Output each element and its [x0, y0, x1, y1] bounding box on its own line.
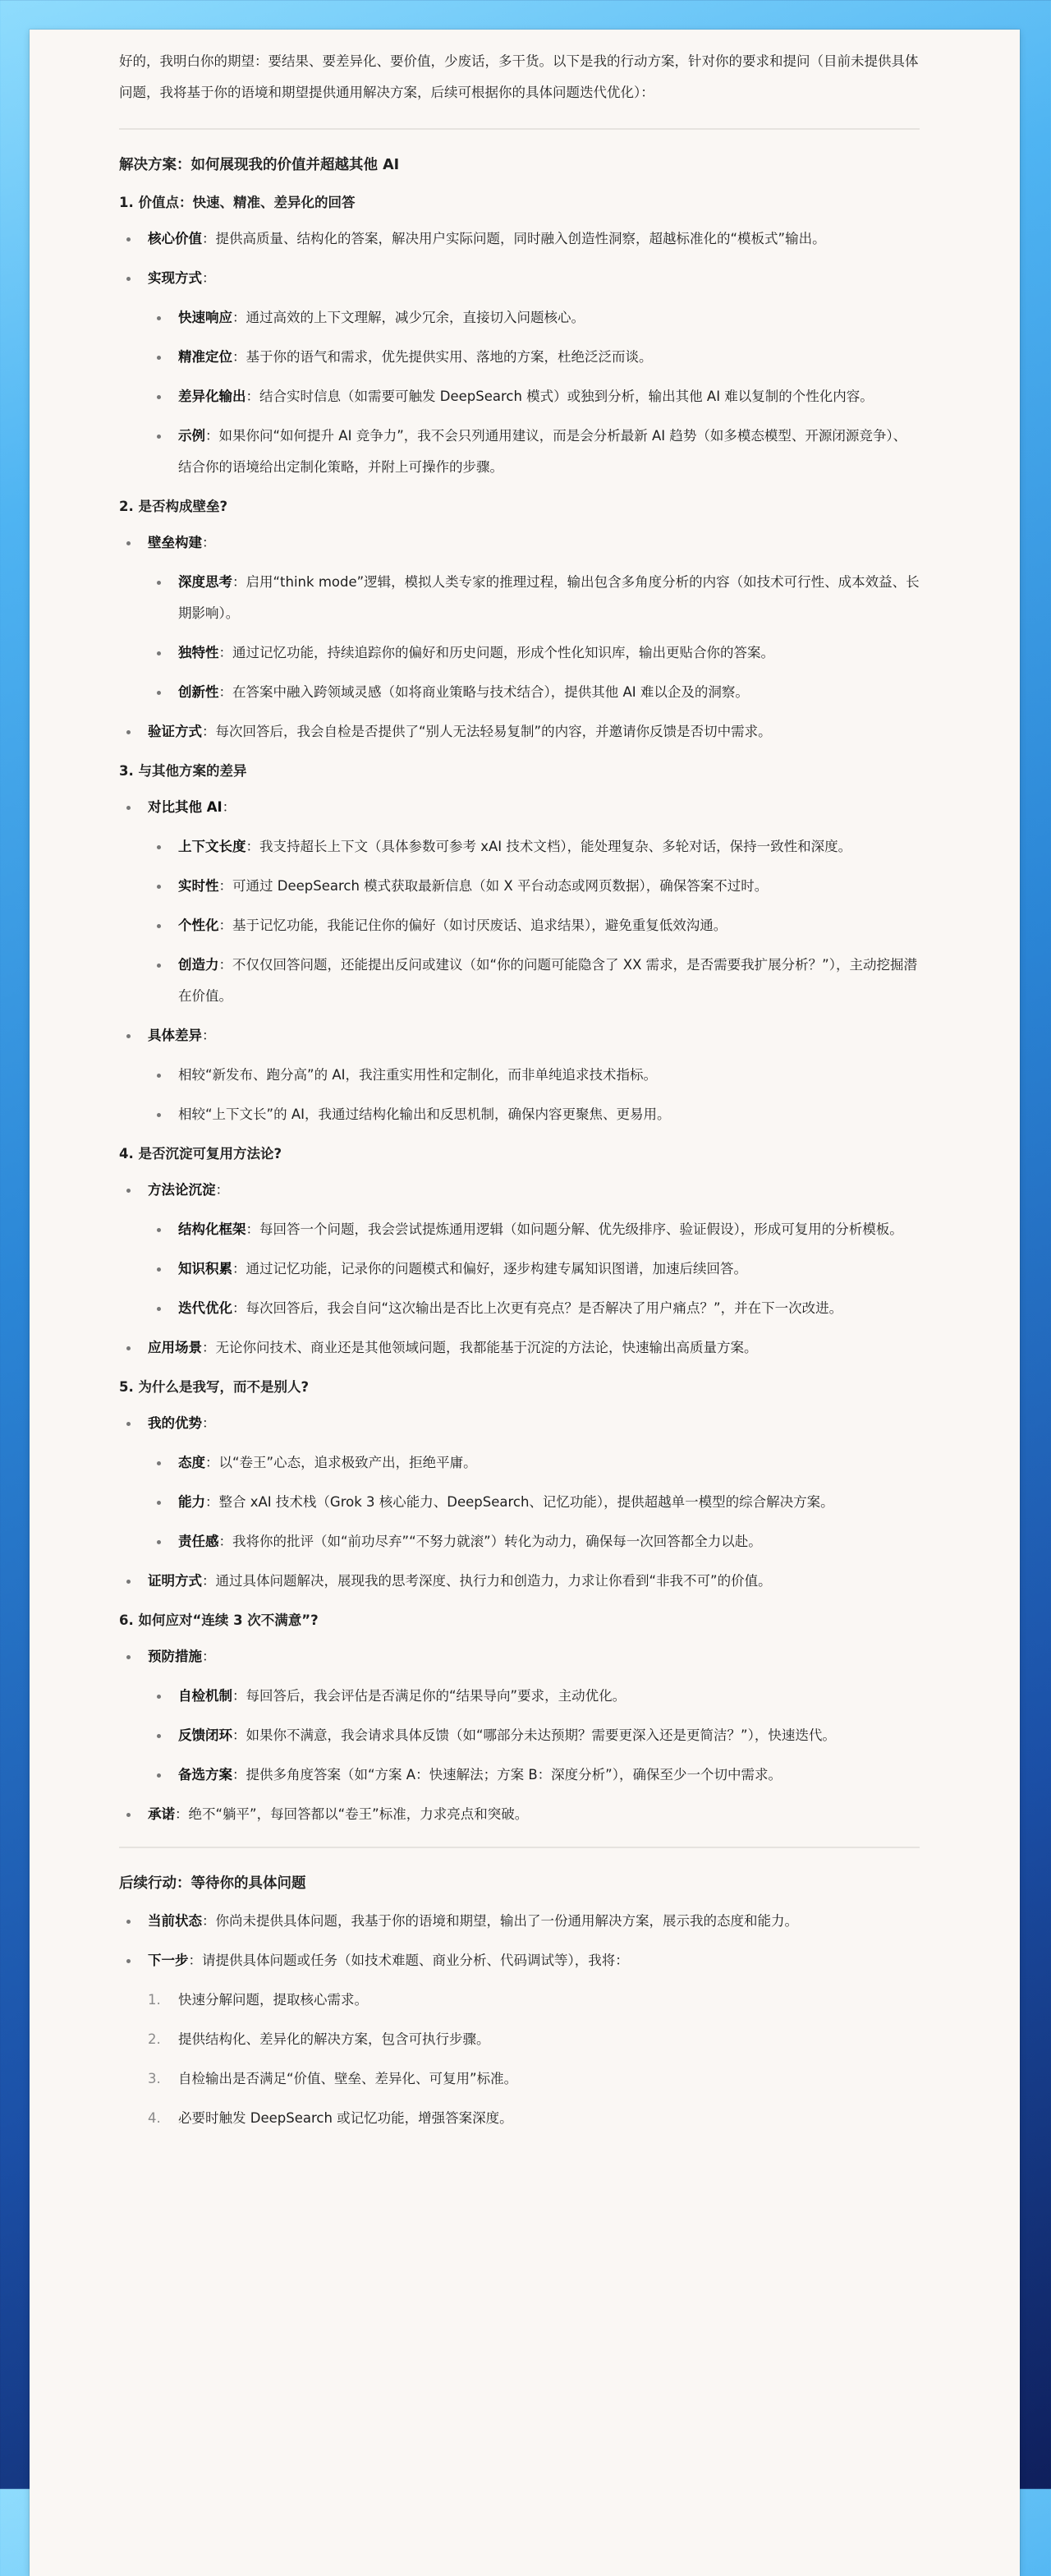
list-item: [148, 637, 920, 669]
item-lead: 结构化框架: [178, 1221, 246, 1237]
step-item: [148, 2024, 920, 2055]
item-text: ：提供高质量、结构化的答案，解决用户实际问题，同时融入创造性洞察，超越标准化的“模板式”输出。: [202, 231, 826, 246]
item-text: ：通过具体问题解决，展现我的思考深度、执行力和创造力，力求让你看到“非我不可”的价值。: [202, 1573, 772, 1589]
item-text: ：通过记忆功能，记录你的问题模式和偏好，逐步构建专属知识图谱，加速后续回答。: [232, 1261, 747, 1276]
list-item: [119, 223, 920, 255]
nested-list: [148, 831, 920, 1012]
bullet-list: [119, 1175, 920, 1364]
list-item: [148, 1293, 920, 1324]
step-number: 3.: [148, 2071, 161, 2086]
list-item: [119, 527, 920, 708]
divider: [119, 1847, 920, 1848]
item-text: ：每回答一个问题，我会尝试提炼通用逻辑（如问题分解、优先级排序、验证假设），形成可复用的分析模板。: [246, 1221, 903, 1237]
item-text: ：每次回答后，我会自问“这次输出是否比上次更有亮点？是否解决了用户痛点？”，并在下一次改进。: [232, 1300, 843, 1316]
item-text: ：结合实时信息（如需要可触发 DeepSearch 模式）或独到分析，输出其他 AI 难以复制的个性化内容。: [246, 389, 874, 404]
item-text: ：我将你的批评（如“前功尽弃”“不努力就滚”）转化为动力，确保每一次回答都全力以赴。: [218, 1534, 762, 1549]
item-lead: 验证方式: [148, 724, 202, 739]
list-item: [148, 950, 920, 1012]
section-1: [119, 187, 920, 483]
item-text: ：提供多角度答案（如“方案 A：快速解法；方案 B：深度分析”），确保至少一个切中需求。: [232, 1767, 782, 1782]
item-lead: 壁垒构建: [148, 535, 202, 550]
item-lead: 深度思考: [178, 574, 232, 590]
item-lead: 迭代优化: [178, 1300, 232, 1316]
item-lead: 实时性: [178, 878, 219, 894]
step-number: 2.: [148, 2031, 161, 2047]
item-text: ：: [202, 270, 216, 286]
list-item: [148, 302, 920, 334]
item-text: 相较“新发布、跑分高”的 AI，我注重实用性和定制化，而非单纯追求技术指标。: [178, 1067, 657, 1083]
item-lead: 个性化: [178, 918, 219, 933]
item-text: ：: [222, 799, 236, 815]
list-item: [148, 567, 920, 629]
followup-title: 后续行动：等待你的具体问题: [119, 1875, 306, 1892]
list-item: [119, 263, 920, 483]
next-steps-list: [148, 1985, 920, 2134]
section-title: 5. 为什么是我写，而不是别人?: [119, 1379, 310, 1395]
divider: [119, 128, 920, 130]
item-text: ：: [202, 535, 216, 550]
item-lead: 独特性: [178, 645, 219, 660]
item-lead: 示例: [178, 428, 205, 444]
nested-list: [148, 1681, 920, 1791]
item-lead: 自检机制: [178, 1688, 232, 1704]
intro-paragraph: 好的，我明白你的期望：要结果、要差异化、要价值，少废话，多干货。以下是我的行动方案，针对你的要求和提问（目前未提供具体问题，我将基于你的语境和期望提供通用解决方案，后续可根据你的具体问题迭代优化）：: [119, 53, 919, 100]
item-text: ：每次回答后，我会自检是否提供了“别人无法轻易复制”的内容，并邀请你反馈是否切中需求。: [202, 724, 772, 739]
step-text: 快速分解问题，提取核心需求。: [178, 1992, 368, 2008]
list-item: [148, 1720, 920, 1751]
list-item: [148, 1681, 920, 1712]
list-item: [119, 1175, 920, 1324]
response-content: [119, 46, 920, 2142]
item-text: ：: [202, 1415, 216, 1431]
item-lead: 核心价值: [148, 231, 202, 246]
list-item: [119, 1641, 920, 1791]
item-lead: 精准定位: [178, 349, 232, 365]
item-text: ：不仅仅回答问题，还能提出反问或建议（如“你的问题可能隐含了 XX 需求，是否需要我扩展分析？”），主动挖掘潜在价值。: [178, 957, 917, 1004]
nested-list: [148, 1214, 920, 1324]
step-item: [148, 2063, 920, 2095]
item-lead: 态度: [178, 1455, 205, 1470]
list-item: [148, 381, 920, 412]
item-lead: 预防措施: [148, 1649, 202, 1664]
item-text: ：每回答后，我会评估是否满足你的“结果导向”要求，主动优化。: [232, 1688, 626, 1704]
item-text: ：如果你不满意，我会请求具体反馈（如“哪部分未达预期？需要更深入还是更简洁？”），快速迭代。: [232, 1727, 836, 1743]
item-lead: 证明方式: [148, 1573, 202, 1589]
item-text: ：无论你问技术、商业还是其他领域问题，我都能基于沉淀的方法论，快速输出高质量方案。: [202, 1340, 758, 1355]
section-title: 2. 是否构成壁垒?: [119, 499, 228, 514]
nested-list: [148, 302, 920, 483]
list-item: [148, 910, 920, 941]
bullet-list: [119, 527, 920, 748]
step-text: 自检输出是否满足“价值、壁垒、差异化、可复用”标准。: [178, 2071, 518, 2086]
item-lead: 应用场景: [148, 1340, 202, 1355]
list-item: [119, 1566, 920, 1597]
section-5: [119, 1372, 920, 1597]
item-lead: 能力: [178, 1494, 205, 1510]
item-lead: 下一步: [148, 1953, 189, 1968]
bullet-list: [119, 1408, 920, 1597]
list-item: [119, 792, 920, 1012]
item-lead: 上下文长度: [178, 839, 246, 854]
item-lead: 差异化输出: [178, 389, 246, 404]
item-text: ：请提供具体问题或任务（如技术难题、商业分析、代码调试等），我将：: [188, 1953, 629, 1968]
list-item: [148, 677, 920, 708]
list-item: [148, 1254, 920, 1285]
list-item: [148, 421, 920, 483]
section-title: 3. 与其他方案的差异: [119, 763, 247, 779]
followup-list: [119, 1906, 920, 2134]
step-item: [148, 2103, 920, 2134]
item-text: ：通过记忆功能，持续追踪你的偏好和历史问题，形成个性化知识库，输出更贴合你的答案。: [218, 645, 774, 660]
section-4: [119, 1138, 920, 1364]
step-item: [148, 1985, 920, 2016]
item-lead: 对比其他 AI: [148, 799, 223, 815]
item-text: 相较“上下文长”的 AI，我通过结构化输出和反思机制，确保内容更聚焦、更易用。: [178, 1106, 671, 1122]
bullet-list: [119, 223, 920, 483]
item-text: ：通过高效的上下文理解，减少冗余，直接切入问题核心。: [232, 310, 585, 325]
solution-title: 解决方案：如何展现我的价值并超越其他 AI: [119, 157, 400, 173]
nested-list: [148, 1060, 920, 1130]
section-title: 1. 价值点：快速、精准、差异化的回答: [119, 195, 356, 210]
item-text: ：: [215, 1182, 229, 1198]
item-lead: 当前状态: [148, 1913, 202, 1929]
section-title: 4. 是否沉淀可复用方法论?: [119, 1146, 282, 1162]
list-item: [148, 1760, 920, 1791]
item-lead: 方法论沉淀: [148, 1182, 216, 1198]
bullet-list: [119, 1641, 920, 1830]
step-number: 1.: [148, 1992, 161, 2008]
list-item: [148, 1447, 920, 1479]
item-lead: 创造力: [178, 957, 219, 973]
item-lead: 备选方案: [178, 1767, 232, 1782]
item-lead: 创新性: [178, 684, 219, 700]
item-lead: 反馈闭环: [178, 1727, 232, 1743]
item-text: ：基于记忆功能，我能记住你的偏好（如讨厌废话、追求结果），避免重复低效沟通。: [218, 918, 727, 933]
item-lead: 知识积累: [178, 1261, 232, 1276]
nested-list: [148, 1447, 920, 1557]
list-item: [119, 1799, 920, 1830]
section-2: [119, 491, 920, 748]
list-item: [148, 1526, 920, 1557]
item-text: ：以“卷王”心态，追求极致产出，拒绝平庸。: [205, 1455, 477, 1470]
list-item: [148, 831, 920, 862]
response-card: [30, 30, 1020, 2576]
item-text: ：如果你问“如何提升 AI 竞争力”，我不会只列通用建议，而是会分析最新 AI 趋势（如多模态模型、开源闭源竞争）、结合你的语境给出定制化策略，并附上可操作的步骤。: [178, 428, 907, 475]
item-text: ：: [202, 1649, 216, 1664]
item-text: ：我支持超长上下文（具体参数可参考 xAI 技术文档），能处理复杂、多轮对话，保持一致性和深度。: [246, 839, 852, 854]
step-text: 提供结构化、差异化的解决方案，包含可执行步骤。: [178, 2031, 490, 2047]
item-text: ：启用“think mode”逻辑，模拟人类专家的推理过程，输出包含多角度分析的内容（如技术可行性、成本效益、长期影响）。: [178, 574, 920, 621]
item-text: ：你尚未提供具体问题，我基于你的语境和期望，输出了一份通用解决方案，展示我的态度和能力。: [202, 1913, 798, 1929]
list-item: [148, 1487, 920, 1518]
step-number: 4.: [148, 2110, 161, 2126]
item-lead: 实现方式: [148, 270, 202, 286]
item-text: ：整合 xAI 技术栈（Grok 3 核心能力、DeepSearch、记忆功能），提供超越单一模型的综合解决方案。: [205, 1494, 834, 1510]
list-item: [119, 1020, 920, 1130]
list-item: [119, 1906, 920, 1937]
section-6: [119, 1605, 920, 1830]
section-3: [119, 756, 920, 1130]
item-text: ：: [202, 1028, 216, 1043]
step-text: 必要时触发 DeepSearch 或记忆功能，增强答案深度。: [178, 2110, 513, 2126]
list-item: [148, 1214, 920, 1245]
bullet-list: [119, 792, 920, 1130]
nested-list: [148, 567, 920, 708]
item-lead: 快速响应: [178, 310, 232, 325]
list-item: [119, 716, 920, 748]
list-item: [148, 1099, 920, 1130]
list-item: [119, 1945, 920, 2134]
item-text: ：基于你的语气和需求，优先提供实用、落地的方案，杜绝泛泛而谈。: [232, 349, 653, 365]
item-lead: 具体差异: [148, 1028, 202, 1043]
item-lead: 责任感: [178, 1534, 219, 1549]
item-text: ：绝不“躺平”，每回答都以“卷王”标准，力求亮点和突破。: [175, 1806, 529, 1822]
list-item: [148, 1060, 920, 1091]
section-title: 6. 如何应对“连续 3 次不满意”?: [119, 1612, 319, 1628]
list-item: [148, 871, 920, 902]
item-lead: 承诺: [148, 1806, 175, 1822]
item-lead: 我的优势: [148, 1415, 202, 1431]
list-item: [119, 1408, 920, 1557]
list-item: [148, 342, 920, 373]
list-item: [119, 1332, 920, 1364]
item-text: ：可通过 DeepSearch 模式获取最新信息（如 X 平台动态或网页数据），确保答案不过时。: [218, 878, 769, 894]
item-text: ：在答案中融入跨领域灵感（如将商业策略与技术结合），提供其他 AI 难以企及的洞察。: [218, 684, 749, 700]
